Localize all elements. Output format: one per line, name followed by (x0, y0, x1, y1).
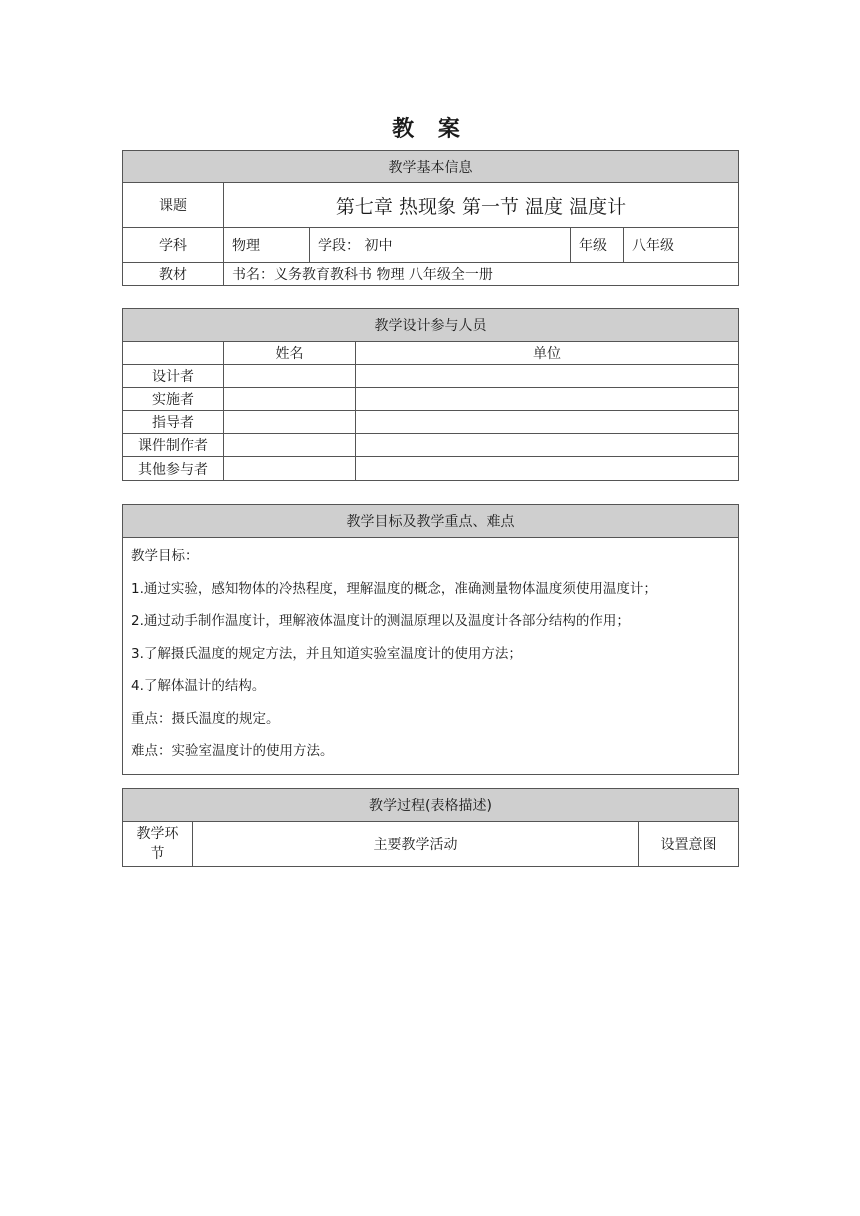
role-designer: 设计者 (123, 365, 224, 388)
subject-label: 学科 (123, 228, 224, 263)
process-header: 教学过程(表格描述) (123, 789, 739, 822)
name-cell (224, 434, 356, 457)
unit-cell (356, 434, 739, 457)
textbook-value: 书名：义务教育教科书 物理 八年级全一册 (224, 263, 739, 286)
activity-column-header: 主要教学活动 (193, 822, 639, 867)
role-courseware-maker: 课件制作者 (123, 434, 224, 457)
textbook-label: 教材 (123, 263, 224, 286)
stage-column-header (123, 822, 193, 867)
corner-cell (123, 342, 224, 365)
basic-info-header: 教学基本信息 (123, 151, 739, 183)
role-advisor: 指导者 (123, 411, 224, 434)
goals-content (123, 538, 739, 775)
name-cell (224, 365, 356, 388)
name-cell (224, 388, 356, 411)
name-cell (224, 457, 356, 481)
unit-cell (356, 388, 739, 411)
topic-label: 课题 (123, 183, 224, 228)
goals-header: 教学目标及教学重点、难点 (123, 505, 739, 538)
participants-table (122, 308, 739, 481)
subject-value: 物理 (224, 228, 310, 263)
basic-info-table (122, 150, 739, 286)
goals-table (122, 504, 739, 775)
participants-header: 教学设计参与人员 (123, 309, 739, 342)
key-point: 重点：摄氏温度的规定。 (131, 710, 280, 727)
goal-item-1: 1.通过实验，感知物体的冷热程度，理解温度的概念，准确测量物体温度须使用温度计； (131, 580, 657, 597)
stage-header-line-2: 节 (150, 846, 165, 862)
role-other-participants: 其他参与者 (123, 457, 224, 481)
unit-cell (356, 365, 739, 388)
stage-header-line-1: 教学环 (136, 826, 179, 842)
goal-item-3: 3.了解摄氏温度的规定方法，并且知道实验室温度计的使用方法； (131, 645, 522, 662)
name-column-header: 姓名 (224, 342, 356, 365)
goal-item-2: 2.通过动手制作温度计，理解液体温度计的测温原理以及温度计各部分结构的作用； (131, 613, 630, 629)
goal-item-4: 4.了解体温计的结构。 (131, 678, 266, 694)
name-cell (224, 411, 356, 434)
stage-field: 学段： 初中 (310, 228, 571, 263)
grade-value: 八年级 (624, 228, 739, 263)
grade-label: 年级 (571, 228, 624, 263)
unit-cell (356, 457, 739, 481)
unit-column-header: 单位 (356, 342, 739, 365)
document-title: 教 案 (392, 117, 468, 142)
unit-cell (356, 411, 739, 434)
goals-intro: 教学目标： (131, 548, 199, 564)
topic-value: 第七章 热现象 第一节 温度 温度计 (224, 183, 739, 228)
role-implementer: 实施者 (123, 388, 224, 411)
difficult-point: 难点：实验室温度计的使用方法。 (131, 743, 334, 759)
intent-column-header: 设置意图 (639, 822, 739, 867)
process-table (122, 788, 739, 867)
